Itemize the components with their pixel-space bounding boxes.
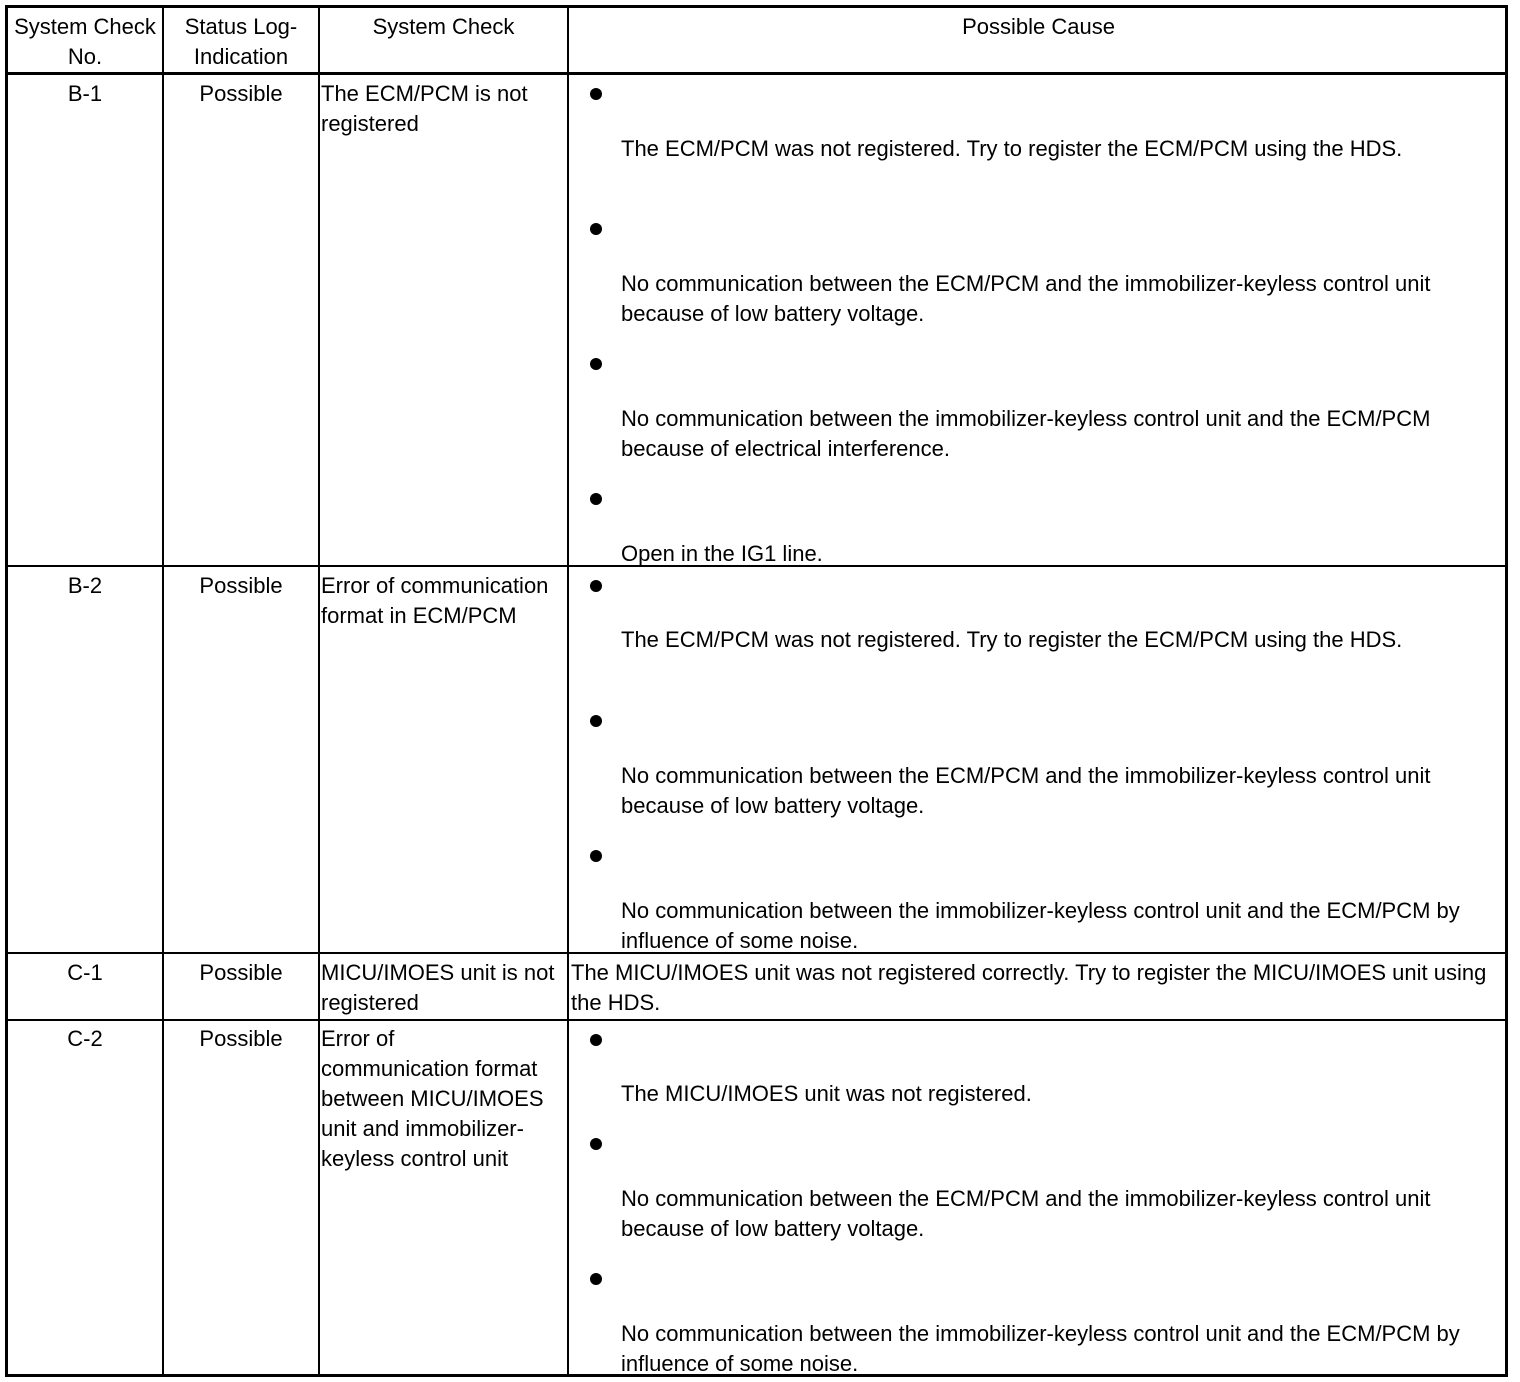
column-divider — [162, 8, 164, 1374]
cause-item: No communication between the ECM/PCM and the immobilizer-keyless control unit because of low battery voltage. — [621, 1186, 1431, 1241]
bullet-icon — [590, 580, 602, 592]
row-check-no: B-2 — [67, 573, 103, 598]
row-system-check: Error of communication format in ECM/PCM — [321, 573, 549, 628]
column-divider — [318, 8, 320, 1374]
row-check-no: C-2 — [67, 1026, 103, 1051]
row-system-check: The ECM/PCM is not registered — [321, 81, 528, 136]
row-status: Possible — [199, 81, 283, 106]
row-status: Possible — [199, 1026, 283, 1051]
bullet-icon — [590, 1034, 602, 1046]
column-divider — [567, 8, 569, 1374]
bullet-icon — [590, 1273, 602, 1285]
header-possible-cause: Possible Cause — [962, 14, 1115, 39]
row-system-check: Error of communication format between MICU/IMOES unit and immobilizer-keyless control unit — [321, 1026, 544, 1171]
header-divider — [8, 72, 1505, 75]
row-divider — [8, 1019, 1505, 1021]
cause-item: No communication between the ECM/PCM and the immobilizer-keyless control unit because of low battery voltage. — [621, 271, 1431, 326]
header-status-log-indication: Status Log-Indication — [184, 14, 298, 69]
row-check-no: C-1 — [67, 960, 103, 985]
cause-item: The MICU/IMOES unit was not registered. — [621, 1081, 1032, 1106]
bullet-icon — [590, 1138, 602, 1150]
row-status: Possible — [199, 573, 283, 598]
bullet-icon — [590, 493, 602, 505]
cause-item: The ECM/PCM was not registered. Try to register the ECM/PCM using the HDS. — [621, 627, 1403, 652]
bullet-icon — [590, 223, 602, 235]
row-system-check: MICU/IMOES unit is not registered — [321, 960, 555, 1015]
row-status: Possible — [199, 960, 283, 985]
cause-table — [5, 5, 1508, 1377]
bullet-icon — [590, 850, 602, 862]
cause-item: The ECM/PCM was not registered. Try to register the ECM/PCM using the HDS. — [621, 136, 1403, 161]
bullet-icon — [590, 358, 602, 370]
cause-item: Open in the IG1 line. — [621, 541, 823, 566]
cause-item: The MICU/IMOES unit was not registered correctly. Try to register the MICU/IMOES unit using the HDS. — [571, 960, 1487, 1015]
row-check-no: B-1 — [67, 81, 103, 106]
cause-item: No communication between the ECM/PCM and the immobilizer-keyless control unit because of low battery voltage. — [621, 763, 1431, 818]
bullet-icon — [590, 715, 602, 727]
cause-item: No communication between the immobilizer-keyless control unit and the ECM/PCM because of electrical interference. — [621, 406, 1431, 461]
bullet-icon — [590, 88, 602, 100]
cause-item: No communication between the immobilizer-keyless control unit and the ECM/PCM by influence of some noise. — [621, 898, 1460, 953]
cause-item: No communication between the immobilizer-keyless control unit and the ECM/PCM by influence of some noise. — [621, 1321, 1460, 1376]
header-system-check-no: System Check No. — [14, 14, 156, 69]
header-system-check: System Check — [372, 14, 515, 39]
